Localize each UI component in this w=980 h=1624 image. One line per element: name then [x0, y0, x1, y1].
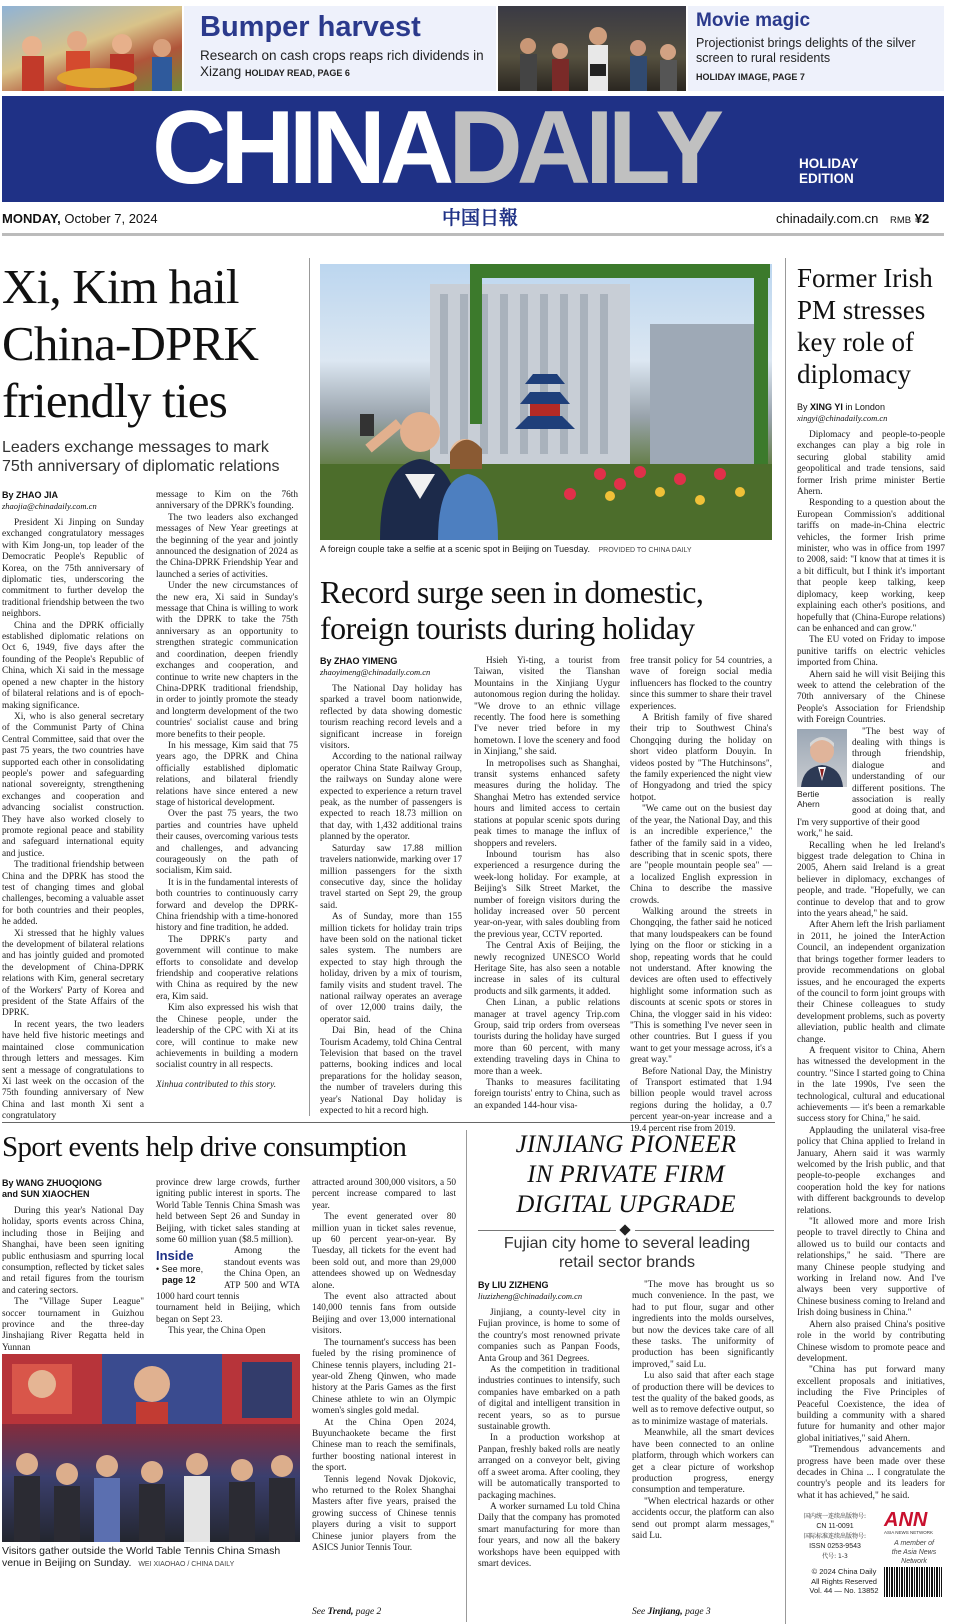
ornament-line-left: [478, 1230, 616, 1231]
paragraph: Inbound tourism has also experienced a resurgence during the week-long holiday. For example, at Beijing's Silk Street Market, the number of foreign visitors during the holiday increased over 50 percent year-on-year, with sales doubling from the previous year, CCTV reported.: [474, 849, 620, 940]
irish-byline: [797, 402, 945, 413]
sport-see-more[interactable]: [312, 1606, 381, 1618]
tourism-col2-text: [474, 656, 620, 1112]
paragraph: Chen Linan, a public relations manager at travel agency Trip.com Group, said trip orders from overseas tourists during the holiday have surged more than 60 percent, with many extending traveling days in China to more than a week.: [474, 998, 620, 1077]
lead-contrib: Xinhua contributed to this story.: [156, 1079, 277, 1090]
paragraph: attracted around 300,000 visitors, a 50 percent increase compared to last year.: [312, 1178, 456, 1211]
sport-col-1: [2, 1178, 144, 1354]
portrait-caption-1: Bertie: [797, 788, 820, 799]
pub-code: 代号: 1-3: [822, 1553, 848, 1560]
lead-deck: Leaders exchange messages to mark 75th anniversary of diplomatic relations: [2, 439, 280, 475]
lead-byline: By ZHAO JIA: [2, 490, 59, 500]
paragraph: Jinjiang, a county-level city in Fujian province, is home to some of the country's most renowned private companies such as Panpan Foods, Anta Group and 361 Degrees.: [478, 1308, 620, 1364]
crowd-illustration: [2, 1354, 300, 1542]
promo-subtitle-text: Research on cash crops reaps rich dividends in Xizang: [200, 48, 484, 79]
tourism-byline: By ZHAO YIMENG: [320, 656, 398, 666]
paragraph: The event generated over 80 million yuan in ticket sales revenue, up 60 percent year-on-year. By Tuesday, all tickets for the event had been sold out, and more than 29,000 attendees showed up on Wednesday alone.: [312, 1212, 456, 1291]
sport-byline-2: and SUN XIAOCHEN: [2, 1189, 90, 1199]
masthead: [2, 90, 944, 206]
lead-col2-text: [156, 490, 298, 1072]
paragraph: Applauding the unilateral visa-free policy that China applied to Ireland in January, Ahern said it was warmly welcomed by the Irish public, and that people-to-people exchanges and cooperation hold the key for nations with different backgrounds to develop relations.: [797, 1125, 945, 1216]
inside-more: • See more,: [156, 1264, 204, 1275]
paragraph: Walking around the streets in Chongqing, the father said he noticed that many loudspeakers can be found lying on the floor or sticking in a shop, repeating words that he could not understand. After knowing the devices are often used to effectively highlight some information such as discounts at scenic spots or stores in China, the vlogger said in his video: "This is something I've never seen in other countries. But I guess if you want to get your message across, it's a great way.": [630, 906, 772, 1066]
paragraph: Saturday saw 17.88 million travelers nationwide, marking over 17 million passengers for the sixth consecutive day, since the holiday travel started on Sept 29, the group said.: [320, 843, 462, 911]
paragraph: Over the past 75 years, the two parties and countries have upheld their causes, overcoming various tests and challenges, and advancing courageously on the path of socialism, Kim said.: [156, 809, 298, 877]
jinjiang-col1-text: [478, 1308, 620, 1570]
paragraph: Before National Day, the Ministry of Transport estimated that 1.94 billion people would travel across regions during the holiday, a 0.7 percent year-on-year increase and a 19.4 percent rise from 2019.: [630, 1066, 772, 1134]
promo-box-movie[interactable]: [688, 6, 944, 91]
tourism-col-3: [630, 656, 772, 1135]
paragraph: Diplomacy and people-to-people exchanges can play a big role in securing global stability amid geopolitical and trade tensions, said former Irish prime minister Bertie Ahern.: [797, 430, 945, 498]
jinjiang-col-1: [478, 1280, 620, 1570]
dateline-date: [2, 211, 158, 227]
jinjiang-email[interactable]: liuzizheng@chinadaily.com.cn: [478, 1291, 583, 1301]
dateline-rule: [2, 233, 944, 236]
site-link[interactable]: chinadaily.com.cn: [776, 211, 879, 226]
paragraph: Recalling when he led Ireland's biggest trade delegation to China in 2005, Ahern said Ireland is a great believer in diplomacy, exchanges of people, and trade. "Hopefully, we can continue to develop that and to grow into the years ahead," he said.: [797, 840, 945, 920]
sport-photo-caption: [2, 1545, 300, 1571]
see-prefix: See: [632, 1607, 646, 1617]
irish-byline-block: [797, 402, 945, 1502]
promo-title-harvest: Bumper harvest: [200, 11, 421, 43]
ann-member-3: Network: [901, 1558, 927, 1565]
paragraph: The event also attracted about 140,000 tennis fans from outside Beijing and over 13,000 international visitors.: [312, 1292, 456, 1337]
paragraph: It is in the fundamental interests of both countries to continuously carry forward and develop the DPRK-China friendship with a time-honored history and fine tradition, he added.: [156, 877, 298, 934]
paragraph: At the China Open 2024, Buyunchaokete became the first Chinese man to reach the semifinals, further boosting national interest in the sport.: [312, 1417, 456, 1474]
sport-inside-wrap: [156, 1246, 300, 1303]
paragraph: Meanwhile, all the smart devices have been connected to an online platform, through which workers can get a clear picture of workshop production progress, energy consumption and temperature.: [632, 1428, 774, 1496]
lead-email[interactable]: zhaojia@chinadaily.com.cn: [2, 501, 97, 511]
paragraph: The Central Axis of Beijing, the newly recognized UNESCO World Heritage Site, has also seen a notable increase in sales of its cultural products and silk garments, it added.: [474, 941, 620, 997]
paragraph: "Tremendous advancements and progress have been made over these decades in China ... I congratulate the country's people and its leaders for what it has achieved," he said.: [797, 1445, 945, 1501]
portrait-caption: [797, 789, 847, 809]
irish-wrap: [797, 727, 945, 830]
center-photo-caption: [320, 544, 772, 556]
paragraph: In his message, Kim said that 75 years ago, the DPRK and China officially established diplomatic relations, and bilateral friendly relations have since entered a new stage of historical development.: [156, 740, 298, 808]
inside-page: page 12: [162, 1275, 196, 1286]
ann-small: ASIA NEWS NETWORK: [884, 1530, 934, 1535]
edition-label: [799, 156, 859, 186]
ahern-portrait[interactable]: [797, 729, 847, 787]
dateline-day: MONDAY,: [2, 211, 61, 226]
paragraph: The traditional friendship between China and the DPRK has stood the test of changing times and global challenges, becoming a valuable asset for both countries and their peoples, he added.: [2, 860, 144, 928]
tourism-col1-text: [320, 684, 462, 1117]
inside-box[interactable]: [156, 1248, 218, 1286]
paragraph: Tennis legend Novak Djokovic, who returned to the Rolex Shanghai Masters after five years, praised the growing success of Chinese tennis players during a visit to support Chinese junior players from the ASICS Junior Tennis Tour.: [312, 1474, 456, 1553]
paragraph: "The move has brought us so much convenience. In the past, we had to put flour, sugar and other ingredients into the molds ourselves, but now the devices take care of all these tasks. The uniformity of production has been significantly improved," said Lu.: [632, 1280, 774, 1370]
paragraph: "When electrical hazards or other accidents occur, the platform can also send out prompt alarm messages," said Lu.: [632, 1496, 774, 1541]
sport-byline-1: By WANG ZHUOQIONG: [2, 1178, 103, 1188]
portrait-illustration: [797, 729, 847, 787]
sport-headline[interactable]: Sport events help drive consumption: [2, 1131, 407, 1163]
ann-member-2: the Asia News: [891, 1549, 937, 1556]
paragraph: Ahern said he will visit Beijing this week to attend the celebration of the 70th anniversary of the Chinese People's Association for Friendship with Foreign Countries.: [797, 669, 945, 726]
irish-headline[interactable]: Former Irish PM stresses key role of diplomacy: [797, 263, 933, 389]
irish-wrap-text: "The best way of dealing with things is through friendship, dialogue and understanding of our different positions. The association is really good at doing that, and I'm very supportive of their good: [797, 726, 945, 828]
price-label: RMB: [890, 215, 912, 226]
see-page: page 2: [355, 1607, 382, 1617]
ann-logo: ANN: [884, 1509, 928, 1531]
jinjiang-col2-text: [632, 1280, 774, 1542]
see-page: page 3: [685, 1607, 711, 1617]
paragraph: Kim also expressed his wish that the Chinese people, under the leadership of the CPC with Xi at its core, will continue to make new achievements in building a modern socialist country in all respects.: [156, 1003, 298, 1071]
paragraph: "It allowed more and more Irish people to travel directly to China and allowed us to build our contacts and relationships," he said. "There are many Chinese people studying and working in Ireland now. And I've always been very supportive of Chinese business coming to Ireland and Irish doing business in China.": [797, 1217, 945, 1319]
masthead-china: CHINA: [152, 90, 449, 206]
paragraph: free transit policy for 54 countries, a wave of foreign social media influencers has flocked to the country since this summer to share their travel experiences.: [630, 656, 772, 712]
paragraph: In a production workshop at Panpan, freshly baked rolls are neatly arranged on a conveyor belt, giving off a sweet aroma. After cooling, they will be automatically transported to packaging machines.: [478, 1433, 620, 1501]
volume: Vol. 44 — No. 13852: [809, 1586, 879, 1595]
jinjiang-deck: Fujian city home to several leading retail sector brands: [503, 1235, 751, 1271]
ornament-line-right: [635, 1230, 774, 1231]
byline-suffix: in London: [845, 402, 885, 412]
paragraph: In metropolises such as Shanghai, transit systems enhanced safety measures during the holiday. The Shanghai Metro has extended service hours and limited access to certain stations at popular scenic spots during peak times to manage the influx of shoppers and revelers.: [474, 758, 620, 849]
movie-illustration: [498, 6, 686, 91]
jinjiang-see-more[interactable]: [632, 1606, 711, 1618]
paragraph: "China has put forward many excellent proposals and initiatives, including the Five Principles of Peaceful Coexistence, the idea of building a community with a shared future for humanity and other major global initiatives," said Ahern.: [797, 1365, 945, 1444]
inside-label: Inside: [156, 1248, 194, 1264]
promo-box-harvest[interactable]: [184, 6, 496, 91]
lead-col-2: [156, 490, 298, 1091]
edition-line-2: EDITION: [799, 171, 854, 186]
paragraph: Xi stressed that he highly values the development of bilateral relations and has jointly guided and promoted the development of China-DPRK relations with Kim, general secretary of the Workers' Party of Korea and president of the State Affairs of the DPRK.: [2, 928, 144, 1019]
sport-col1-text: [2, 1206, 144, 1354]
pub-issn: ISSN 0253-9543: [809, 1543, 861, 1550]
byline-name: XING YI: [810, 402, 843, 412]
paragraph: Lu also said that after each stage of production there will be devices to test the quality of the baked goods, as well as to remove defective output, so as to minimize wastage of materials.: [632, 1371, 774, 1427]
sport-inside-text: Among the standout events was the China Open, an ATP 500 and WTA 1000 hard court tennis: [156, 1246, 300, 1303]
paragraph: A British family of five shared their trip to Southwest China's Chongqing during the holiday on short video platform Douyin. In videos posted by "The Hutchinsons", the family experienced the night view of Hongyadong and tried the spicy hotpot.: [630, 713, 772, 803]
pub-line-2: 国际标准连续出版物号:: [803, 1533, 867, 1540]
jinjiang-headline-2: IN PRIVATE FIRM: [527, 1161, 725, 1188]
paragraph: Ahern also praised China's positive role in the world by contributing Chinese wisdom to promote peace and development.: [797, 1319, 945, 1364]
jinjiang-headline[interactable]: [478, 1130, 774, 1220]
see-prefix: See: [312, 1607, 326, 1617]
caption-text: A foreign couple take a selfie at a scenic spot in Beijing on Tuesday.: [320, 544, 590, 554]
jinjiang-headline-1: JINJIANG PIONEER: [515, 1131, 737, 1158]
paragraph: Responding to a question about the European Commission's additional tariffs on made-in-China electric vehicles, the former Irish prime minister, who was in office from 1997 to 2008, said: "I know that at times it is a bit difficult, but I think it's important that people keep talking, keep diplomacy, keep working, keep explaining each other's positions, and hopefully that (China-Europe relations) can be enhanced and can grow.": [797, 498, 945, 634]
portrait-box: [797, 729, 847, 809]
irish-top-text: [797, 430, 945, 727]
pub-line-1: 国内统一连续出版物号:: [803, 1513, 867, 1520]
paragraph: "We came out on the busiest day of the year, the National Day, and this is an incredible experience," the father of the family said in a video, describing that in scenic spots, there are "people mountain people sea" — a localized English expression in China to describe the massive crowds.: [630, 804, 772, 906]
paragraph: The "Village Super League" soccer tournament in Guizhou province and the three-day Jinshajiang River Regatta held in Yunnan: [2, 1297, 144, 1353]
dateline-date-text: October 7, 2024: [64, 211, 158, 226]
jinjiang-headline-3: DIGITAL UPGRADE: [516, 1191, 736, 1218]
paragraph: China and the DPRK officially established diplomatic relations on Oct 6, 1949, five days after the founding of the People's Republic of China, which Xi said in the message opened a new chapter in the history of bilateral relations and is of epoch-making significance.: [2, 620, 144, 711]
see-bold: Trend,: [327, 1607, 354, 1617]
tourism-headline[interactable]: Record surge seen in domestic, foreign tourists during holiday: [320, 574, 704, 646]
column-rule: [309, 258, 310, 1116]
paragraph: The National Day holiday has sparked a travel boom nationwide, reflected by data showing domestic tourism reaching record levels and a significant increase in foreign visitors.: [320, 684, 462, 752]
paragraph: A worker surnamed Lu told China Daily that the company has promoted smart manufacturing for more than four years, and now all the bakery workshops have been equipped with smart devices.: [478, 1501, 620, 1569]
caption-text: Visitors gather outside the World Table Tennis China Smash venue in Beijing on Sunday.: [2, 1545, 281, 1569]
dateline-site[interactable]: [776, 211, 929, 229]
barcode: [884, 1567, 942, 1597]
sport-col2-top: province drew large crowds, further igniting public interest in sports. The World Table Tennis China Smash was held between Sept 26 and Sunday in Beijing, with ticket sales standing at some 60 million yuan ($8.5 million).: [156, 1178, 300, 1246]
paragraph: The EU voted on Friday to impose punitive tariffs on electric vehicles imported from China.: [797, 635, 945, 669]
publication-info: [790, 1512, 880, 1562]
section-rule: [2, 1122, 775, 1123]
paragraph: message to Kim on the 76th anniversary of the DPRK's founding.: [156, 490, 298, 512]
paragraph: As of Sunday, more than 155 million tickets for holiday train trips have been sold on the national ticket sales system. The numbers are expected to stay high through the holiday, driven by a mix of tourism, family visits and student travel. The national railway operates an average of over 12,000 trains daily, the operator said.: [320, 912, 462, 1025]
paragraph: The tournament's success has been fueled by the rising prominence of Chinese tennis players, including 21-year-old Zheng Qinwen, who made history at the Paris Games as the first Chinese athlete to win an Olympic women's singles gold medal.: [312, 1337, 456, 1417]
promo-subtitle-movie: Projectionist brings delights of the silver screen to rural residents: [696, 36, 916, 65]
column-rule: [466, 1130, 467, 1622]
paragraph: According to the national railway operator China State Railway Group, the railways on Sunday alone were expected to experience a return travel peak, as the number of passengers is expected to reach 18.73 million on that day, with 1,432 additional trains planned by the operator.: [320, 752, 462, 843]
paragraph: Hsieh Yi-ting, a tourist from Taiwan, visited the Tianshan Mountains in the Xinjiang Uygur autonomous region during the holiday. "We drove to an ethnic village recently. The food here is something I've never tried before in my hometown. I love the scenery and food in Xinjiang," she said.: [474, 656, 620, 758]
lead-headline[interactable]: Xi, Kim hail China-DPRK friendly ties: [2, 259, 259, 428]
sport-col-3: [312, 1178, 456, 1554]
paragraph: As the competition in traditional industries continues to intensify, such companies have embarked on a path of digital and intelligent transition in recent years, so as to pursue sustainable growth.: [478, 1365, 620, 1433]
sport-col-2: [156, 1178, 300, 1338]
dateline-chinese-title: 中国日報: [442, 207, 519, 229]
center-photo[interactable]: [320, 264, 772, 540]
promo-tag-movie: HOLIDAY IMAGE, PAGE 7: [696, 72, 805, 82]
paragraph: work," he said.: [797, 829, 853, 840]
tourism-col-1: [320, 656, 462, 1117]
sport-photo[interactable]: [2, 1354, 300, 1542]
paragraph: This year, the China Open: [168, 1326, 266, 1337]
tourism-col3-text: [630, 656, 772, 1135]
copyright-2: All Rights Reserved: [811, 1576, 877, 1586]
price-value: ¥2: [914, 211, 930, 226]
sport-col3-text: [312, 1178, 456, 1554]
masthead-logo[interactable]: [152, 90, 719, 206]
paragraph: In recent years, the two leaders have held five historic meetings and maintained close communication through letters and messages. Kim sent a message of congratulations to Xi last week on the occasion of the 75th founding anniversary of New China and last month Xi sent a congratulatory: [2, 1019, 144, 1122]
paragraph: A frequent visitor to China, Ahern has witnessed the development in the country. "Since I started going to China in the late 1990s, I've seen the technological, cultural and educational achievements — it's been a remarkable success story for China," he said.: [797, 1045, 945, 1125]
paragraph: During this year's National Day holiday, sports events across China, including those in Beijing and Shanghai, have been seen igniting public enthusiasm and spurring local consumption, reflected by ticket sales and retail figures from the tourism and catering sectors.: [2, 1206, 144, 1296]
edition-line-1: HOLIDAY: [799, 156, 859, 171]
column-rule: [785, 258, 786, 1624]
sport-col2-bottom: [156, 1303, 300, 1337]
see-bold: Jinjiang,: [647, 1607, 683, 1617]
paragraph: Under the new circumstances of the new era, Xi said in Sunday's message that China is willing to work with the DPRK to take the 75th anniversary as an opportunity to strengthen strategic communication and coordination, deepen friendly exchanges and cooperation, and continue to write new chapters in the China-DPRK traditional friendship, in order to jointly promote the steady and longterm development of the two countries' socialist cause and bring more benefits to their people.: [156, 581, 298, 740]
lead-col-1: [2, 490, 144, 1123]
ann-member-1: A member of: [894, 1540, 934, 1547]
promo-subtitle-harvest: [200, 48, 490, 81]
tourism-col-2: [474, 656, 620, 1112]
promo-title-movie: Movie magic: [696, 10, 811, 31]
copyright-block: [808, 1567, 880, 1596]
paragraph: Thanks to measures facilitating foreign tourists' entry to China, such as an expanded 144-hour visa-: [474, 1078, 620, 1111]
photo-credit: PROVIDED TO CHINA DAILY: [598, 547, 692, 554]
byline-prefix: By: [797, 402, 808, 412]
photo-credit: WEI XIAOHAO / CHINA DAILY: [138, 1561, 235, 1568]
ann-member: [884, 1539, 944, 1566]
harvest-illustration: [2, 6, 182, 91]
irish-email[interactable]: xingyi@chinadaily.com.cn: [797, 413, 888, 423]
paragraph: The two leaders also exchanged messages of New Year greetings at the beginning of the year and jointly announced the designation of 2024 as the China-DPRK Friendship Year and launched a series of activities.: [156, 512, 298, 580]
jinjiang-byline: By LIU ZIZHENG: [478, 1280, 549, 1290]
pub-cn: CN 11-0091: [816, 1523, 854, 1530]
paragraph: The DPRK's party and government will continue to make efforts to consolidate and develop friendship and cooperative relations with China as required by the new era, Kim said.: [156, 934, 298, 1002]
paragraph: Dai Bin, head of the China Tourism Academy, told China Central Television that based on the travel patterns, booking indices and local preparations for the holiday season, the number of travelers during this year's National Day holiday is expected to hit a record high.: [320, 1026, 462, 1117]
ann-logo-box: [884, 1510, 944, 1566]
masthead-daily: DAILY: [448, 90, 719, 206]
promo-tag-harvest: HOLIDAY READ, PAGE 6: [245, 68, 350, 78]
paragraph: tournament held in Beijing, which began on Sept 23.: [156, 1303, 300, 1325]
selfie-scene-illustration: [320, 264, 772, 540]
paragraph: Xi, who is also general secretary of the Communist Party of China Central Committee, said that over the past 75 years, the two countries have supported each other in consolidating people's power and safeguarding national sovereignty, strengthening exchanges and cooperation and advancing socialist construction. They have also worked closely to promote regional peace and stability and safeguard international equity and justice.: [2, 711, 144, 859]
irish-bottom-text: [797, 829, 945, 1502]
lead-col1-text: [2, 518, 144, 1123]
paragraph: President Xi Jinping on Sunday exchanged congratulatory messages with Kim Jong-un, top leader of the Democratic People's Republic of Korea, on the 75th anniversary of diplomatic ties, underscoring the commitment to further develop the traditional friendship between the two neighbors.: [2, 518, 144, 620]
paragraph: After Ahern left the Irish parliament in 2011, he joined the InterAction Council, an independent organization that brings together former leaders to provide recommendations on global issues, and he encouraged the experts of the council to form joint groups with their Chinese colleagues to study development problems, such as poverty alleviation, public health and climate change.: [797, 920, 945, 1045]
jinjiang-col-2: [632, 1280, 774, 1542]
promo-photo-harvest[interactable]: [2, 6, 182, 91]
copyright-1: © 2024 China Daily: [811, 1567, 877, 1576]
tourism-email[interactable]: zhaoyimeng@chinadaily.com.cn: [320, 667, 431, 677]
portrait-caption-2: Ahern: [797, 798, 820, 809]
promo-photo-movie[interactable]: [498, 6, 686, 91]
